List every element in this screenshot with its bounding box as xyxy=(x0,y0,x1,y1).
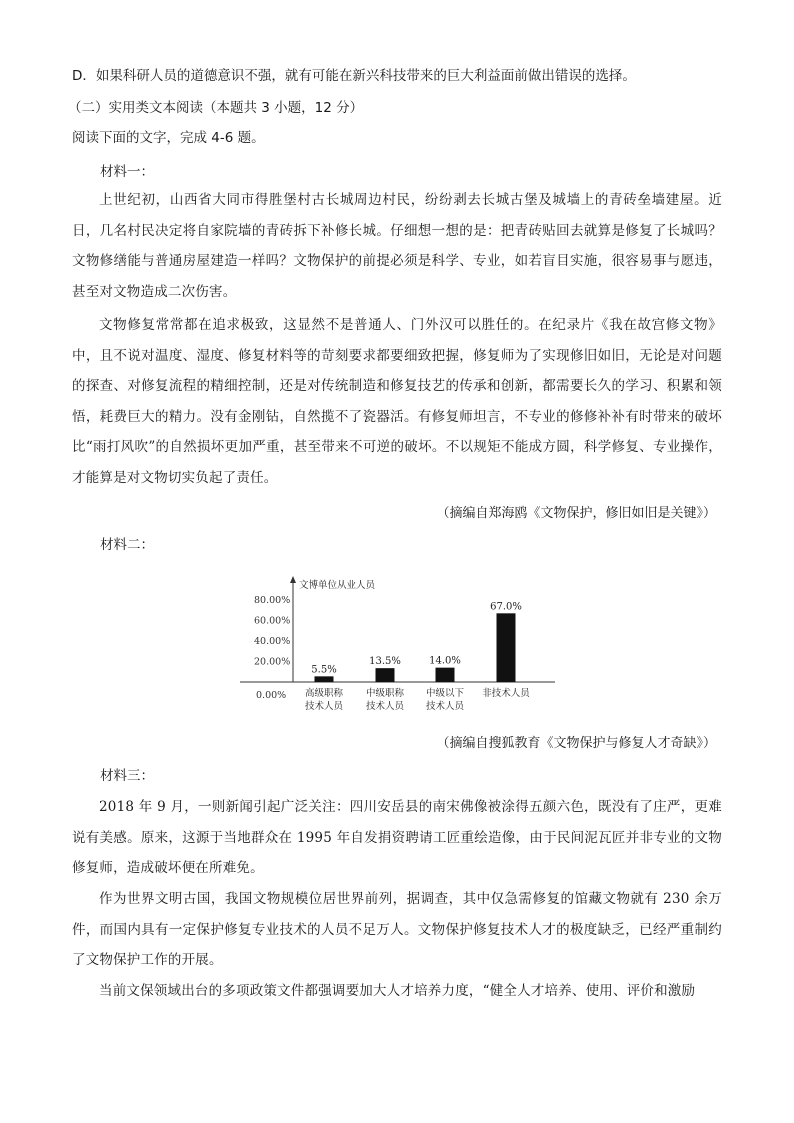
bar-value-label: 5.5% xyxy=(311,664,337,676)
bar xyxy=(497,613,516,682)
x-tick-label: 技术人员 xyxy=(304,701,344,712)
reading-instruction: 阅读下面的文字，完成 4-6 题。 xyxy=(72,130,265,146)
y-tick-label: 80.00% xyxy=(254,595,291,606)
x-tick-label: 中级职称 xyxy=(365,688,405,699)
option-d: D．如果科研人员的道德意识不强，就有可能在新兴科技带来的巨大利益面前做出错误的选择。 xyxy=(72,68,636,84)
y-axis-arrow xyxy=(290,576,296,583)
bar-value-label: 14.0% xyxy=(429,655,461,667)
bar xyxy=(315,676,334,682)
material2-source: （摘编自搜狐教育《文物保护与修复人才奇缺》） xyxy=(436,736,716,751)
material3-paragraph-3: 当前文保领域出台的多项政策文件都强调要加大人才培养力度，“健全人才培养、使用、评价和激励 xyxy=(99,983,696,999)
y-tick-label: 40.00% xyxy=(254,636,291,647)
section-title: （二）实用类文本阅读（本题共 3 小题，12 分） xyxy=(68,100,364,116)
bar-value-label: 13.5% xyxy=(369,656,401,668)
x-tick-label: 技术人员 xyxy=(425,701,465,712)
material3-paragraph-1: 2018 年 9 月，一则新闻引起广泛关注：四川安岳县的南宋佛像被涂得五颜六色，既没有了庄严，更难说有美感。原来，这源于当地群众在 1995 年自发捐资聘请工匠重绘造像，由于民间泥瓦匠并非专业的文物修复师，造成破坏便在所难免。 xyxy=(72,799,722,876)
material2-label: 材料二： xyxy=(100,537,154,553)
y-tick-label: 20.00% xyxy=(254,656,291,668)
y-axis-title: 文博单位从业人员 xyxy=(299,580,376,591)
material3-label: 材料三： xyxy=(100,768,154,784)
material1-paragraph-2: 文物修复常常都在追求极致，这显然不是普通人、门外汉可以胜任的。在纪录片《我在故宫修文物》中，且不说对温度、湿度、修复材料等的苛刻要求都要细致把握，修复师为了实现修旧如旧，无论是对问题的探查、对修复流程的精细控制，还是对传统制造和修复技艺的传承和创新，都需要长久的学习、积累和领悟，耗费巨大的精力。没有金刚钻，自然揽不了瓷器活。有修复师坦言，不专业的修修补补有时带来的破坏比“雨打风吹”的自然损坏更加严重，甚至带来不可逆的破坏。不以规矩不能成方圆，科学修复、专业操作，才能算是对文物切实负起了责任。 xyxy=(72,317,722,486)
material1-source: （摘编自郑海鸥《文物保护，修旧如旧是关键》） xyxy=(436,506,716,521)
x-tick-label: 技术人员 xyxy=(365,701,405,712)
material1-label: 材料一： xyxy=(100,164,154,180)
material3-paragraph-2: 作为世界文明古国，我国文物规模位居世界前列，据调查，其中仅急需修复的馆藏文物就有 230 余万件，而国内具有一定保护修复专业技术的人员不足万人。文物保护修复技术人才的极度缺乏，已经严重制约了文物保护工作的开展。 xyxy=(72,891,722,968)
x-tick-label: 中级以下 xyxy=(425,688,465,699)
material1-paragraph-1: 上世纪初，山西省大同市得胜堡村古长城周边村民，纷纷剥去长城古堡及城墙上的青砖垒墙建屋。近日，几名村民决定将自家院墙的青砖拆下补修长城。仔细想一想的是：把青砖贴回去就算是修复了长城吗？文物修缮能与普通房屋建造一样吗？文物保护的前提必须是科学、专业，如若盲目实施，很容易事与愿违，甚至对文物造成二次伤害。 xyxy=(72,192,722,300)
x-axis-labels xyxy=(305,687,531,712)
y-tick-label: 60.00% xyxy=(254,615,291,627)
bar xyxy=(376,668,395,682)
bar-value-label: 67.0% xyxy=(490,601,522,613)
bar xyxy=(436,668,455,682)
x-tick-label: 非技术人员 xyxy=(482,688,530,699)
bars xyxy=(311,601,522,682)
y-tick-label: 0.00% xyxy=(256,690,287,701)
x-tick-label: 高级职称 xyxy=(304,688,344,699)
staff-bar-chart xyxy=(240,572,560,722)
